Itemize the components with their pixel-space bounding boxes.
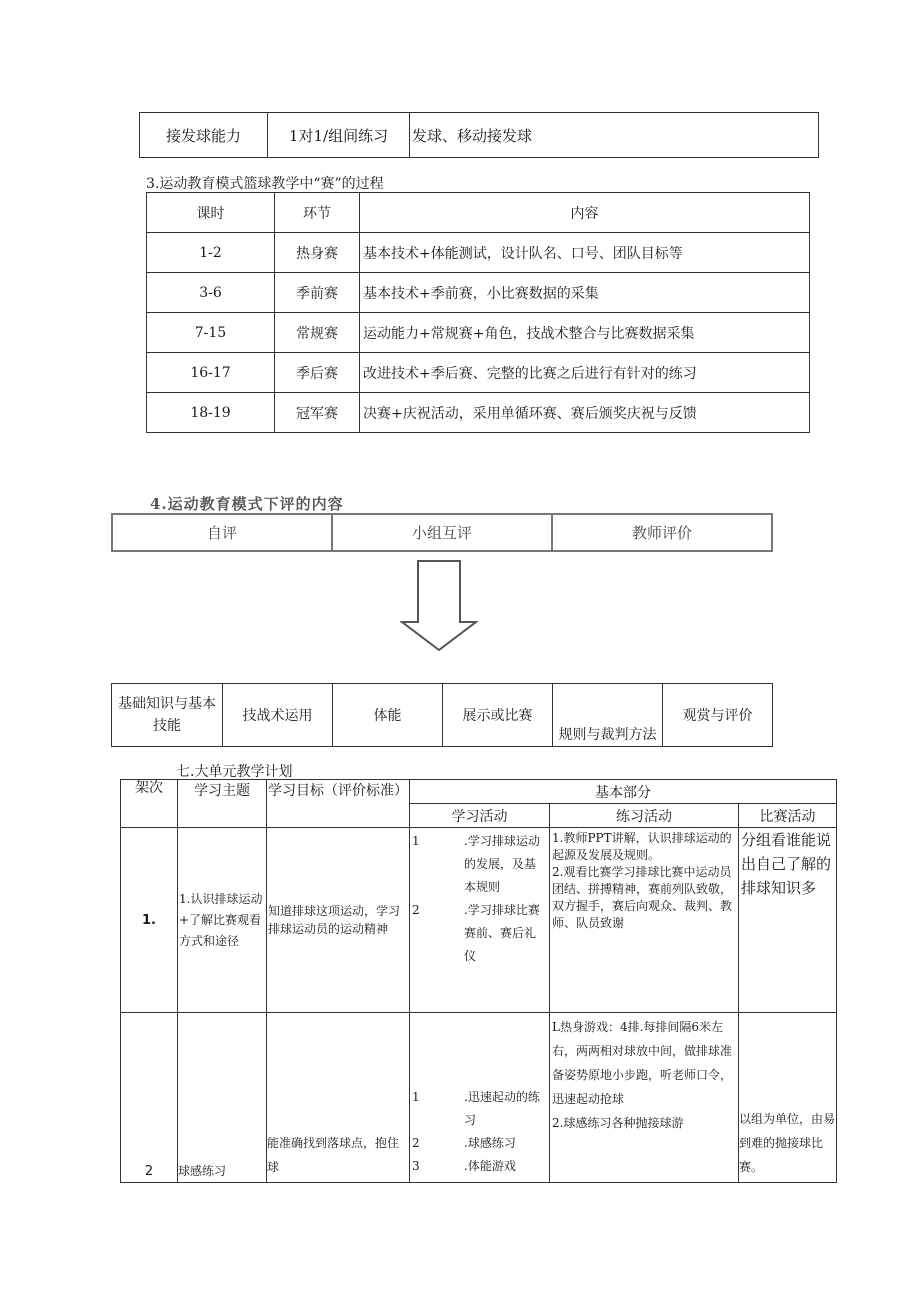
practice-item: 1.教师PPT讲解，认识排球运动的起源及发展及规则。: [552, 831, 732, 862]
content-fitness: 体能: [333, 684, 443, 747]
item-number: 3: [412, 1159, 420, 1173]
list-item: [412, 899, 547, 968]
row2-topic: 球感练习: [178, 1013, 267, 1183]
header-goal: 学习目标（评价标准）: [267, 780, 410, 828]
content-cell: 基本技术+季前赛，小比赛数据的采集: [360, 273, 810, 313]
stage-cell: 季前赛: [275, 273, 360, 313]
table-row: [121, 1013, 837, 1183]
skill-content: 发球、移动接发球: [410, 113, 819, 158]
stage-cell: 冠军赛: [275, 393, 360, 433]
table-row: [147, 273, 810, 313]
item-text: .学习排球比赛赛前、赛后礼仪: [464, 903, 540, 963]
row1-learn: [410, 828, 550, 1013]
section7-title: 七.大单元教学计划: [176, 764, 293, 780]
item-text: .学习排球运动的发展，及基本规则: [464, 834, 540, 894]
section3-title: 3.运动教育模式篮球教学中“赛”的过程: [146, 176, 384, 192]
table-row: [140, 113, 819, 158]
practice-item: L热身游戏：4排.每排间隔6米左右，两两相对球放中间，做排球准备姿势原地小步跑，听老师口令，迅速起动抢球: [552, 1020, 733, 1106]
row1-practice: [550, 828, 739, 1013]
header-num: [121, 780, 178, 828]
lesson-cell: 7-15: [147, 313, 275, 353]
header-match: 比赛活动: [739, 804, 837, 828]
list-item: [412, 1155, 547, 1178]
table-row: [147, 233, 810, 273]
practice-item: 2.球感练习各种抛接球游: [552, 1116, 684, 1130]
content-cell: 运动能力+常规赛+角色，技战术整合与比赛数据采集: [360, 313, 810, 353]
row1-goal: 知道排球这项运动，学习排球运动员的运动精神: [267, 828, 410, 1013]
item-text: .迅速起动的练习: [464, 1090, 540, 1127]
header-basic: 基本部分: [410, 780, 837, 804]
row2-num: 2: [121, 1013, 178, 1183]
content-table: [111, 683, 773, 747]
content-appreciation: 观赏与评价: [663, 684, 773, 747]
header-stage: 环节: [275, 193, 360, 233]
table-row: [147, 393, 810, 433]
skill-table: [139, 112, 819, 158]
item-text: .体能游戏: [464, 1159, 516, 1173]
down-arrow-icon: [400, 560, 478, 652]
unit-plan-table: [120, 779, 837, 1183]
lesson-cell: 3-6: [147, 273, 275, 313]
item-number: 1: [412, 834, 420, 848]
table-header-row: [147, 193, 810, 233]
practice-item: 2.观看比赛学习排球比赛中运动员团结、拼搏精神，赛前列队致敬，双方握手，赛后向观众、裁判、教师、队员致谢: [552, 865, 733, 930]
stage-cell: 常规赛: [275, 313, 360, 353]
table-row: [121, 828, 837, 1013]
header-practice: 练习活动: [550, 804, 739, 828]
item-number: 1: [412, 1090, 420, 1104]
row1-num: 1.: [121, 828, 178, 1013]
content-rules: 规则与裁判方法: [553, 684, 663, 747]
header-topic: 学习主题: [178, 780, 267, 828]
lesson-cell: 1-2: [147, 233, 275, 273]
header-content: 内容: [360, 193, 810, 233]
item-text: .球感练习: [464, 1136, 516, 1150]
row2-match: 以组为单位，由易到难的抛接球比赛。: [739, 1013, 837, 1183]
self-eval: 自评: [112, 514, 332, 551]
table-row: [147, 353, 810, 393]
skill-method: 1对1/组间练习: [268, 113, 410, 158]
section4-title: 4.运动教育模式下评的内容: [150, 495, 344, 513]
table-row: [112, 684, 773, 747]
content-match: 展示或比赛: [443, 684, 553, 747]
stage-cell: 热身赛: [275, 233, 360, 273]
table-row: [112, 514, 772, 551]
item-number: 2: [412, 1136, 420, 1150]
header-num-text: 架次: [135, 780, 163, 796]
header-lesson: 课时: [147, 193, 275, 233]
content-cell: 基本技术+体能测试，设计队名、口号、团队目标等: [360, 233, 810, 273]
stage-cell: 季后赛: [275, 353, 360, 393]
lesson-cell: 16-17: [147, 353, 275, 393]
row2-goal: 能准确找到落球点，抱住球: [267, 1013, 410, 1183]
row1-match: 分组看谁能说出自己了解的排球知识多: [739, 828, 837, 1013]
list-item: [412, 1086, 547, 1132]
list-item: [412, 1132, 547, 1155]
row2-learn: [410, 1013, 550, 1183]
peer-eval: 小组互评: [332, 514, 552, 551]
content-tactics: 技战术运用: [223, 684, 333, 747]
match-process-table: [146, 192, 810, 433]
row1-topic: 1.认识排球运动+了解比赛观看方式和途径: [178, 828, 267, 1013]
list-item: [412, 830, 547, 899]
row2-practice: [550, 1013, 739, 1183]
table-row: [147, 313, 810, 353]
lesson-cell: 18-19: [147, 393, 275, 433]
content-cell: 决赛+庆祝活动，采用单循环赛、赛后颁奖庆祝与反馈: [360, 393, 810, 433]
evaluation-table: [111, 513, 773, 552]
item-number: 2: [412, 903, 420, 917]
content-basic-knowledge: 基础知识与基本技能: [112, 684, 223, 747]
table-header-row: [121, 780, 837, 804]
header-learn: 学习活动: [410, 804, 550, 828]
teacher-eval: 教师评价: [552, 514, 772, 551]
skill-name: 接发球能力: [140, 113, 268, 158]
content-cell: 改进技术+季后赛、完整的比赛之后进行有针对的练习: [360, 353, 810, 393]
